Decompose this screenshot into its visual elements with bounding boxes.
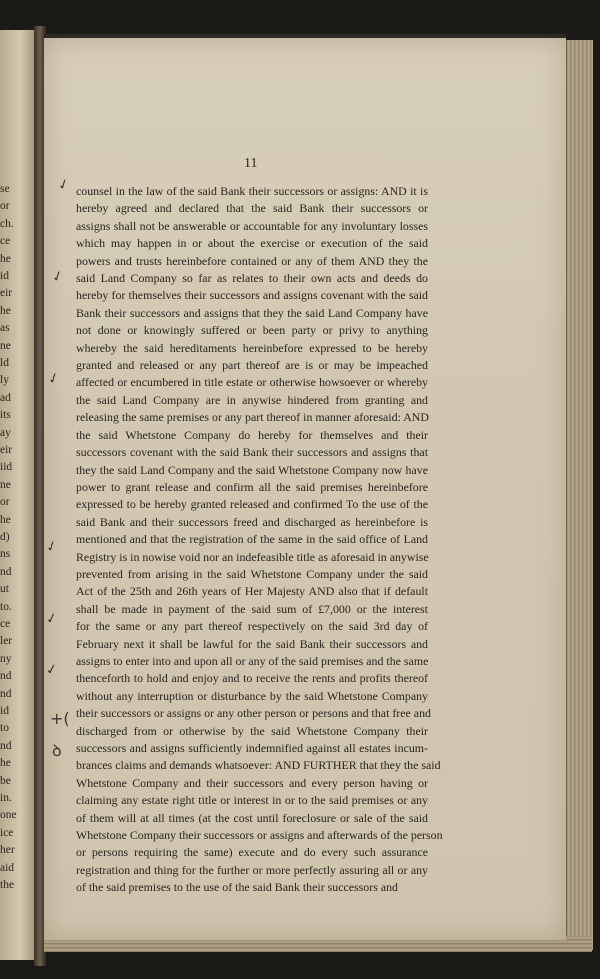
text-line: whereby the said hereditaments hereinbefore expressed to be hereby: [76, 340, 428, 355]
text-line: of them will at all times (at the cost until foreclosure or sale of the said: [76, 810, 428, 825]
text-line: said Land Company so far as relates to their own acts and deeds do: [76, 271, 428, 286]
text-line: for the same or any part thereof respectively on the said 3rd day of: [76, 619, 428, 634]
pencil-checkmark-icon: ✓: [49, 267, 67, 287]
facing-page-fragment: ad: [0, 391, 11, 404]
facing-page-fragment: ne: [0, 478, 11, 491]
facing-page-fragment: aid: [0, 861, 15, 874]
pencil-scribble-icon: ꝺ: [52, 741, 62, 760]
text-line: counsel in the law of the said Bank their successors or assigns: AND it is: [76, 184, 428, 198]
facing-page-fragment: ne: [0, 339, 11, 352]
text-line: powers and trusts hereinbefore contained or any of them AND they the: [76, 253, 428, 268]
facing-page-fragment: d): [0, 531, 10, 543]
facing-page-fragment: ny: [0, 652, 12, 665]
facing-page-fragment: id: [0, 705, 9, 717]
text-line: successors covenant with the said Bank their successors and assigns that: [76, 445, 428, 460]
facing-page-fragment: nd: [0, 739, 12, 752]
text-line: mentioned and that the registration of the same in the said office of Land: [76, 532, 428, 547]
facing-page-fragment: ce: [0, 235, 11, 248]
text-line: hereby for themselves their successors and assigns covenant with the said: [76, 288, 428, 303]
facing-page-fragment: one: [0, 809, 17, 822]
deed-body-text: [76, 183, 443, 897]
facing-page-fragment: her: [0, 844, 15, 857]
facing-page-fragment: ler: [0, 635, 13, 648]
facing-page-fragment: ns: [0, 548, 11, 561]
text-line: Act of the 25th and 26th years of Her Majesty AND also that if default: [76, 584, 428, 599]
pencil-checkmark-icon: ✓: [55, 175, 73, 195]
facing-page-fragment: ch.: [0, 217, 14, 230]
text-line: expressed to be hereby granted released and confirmed To the use of the: [76, 497, 428, 512]
text-line: the said Whetstone Company do hereby for themselves and their: [76, 427, 428, 442]
facing-page-fragment: be: [0, 774, 11, 787]
text-line: Bank their successors and assigns that they the said Land Company have: [76, 305, 428, 320]
facing-page-fragment: ly: [0, 374, 9, 387]
facing-page-fragment: eir: [0, 444, 13, 456]
facing-page-fragment: iid: [0, 461, 13, 474]
text-line: or persons requiring the same) execute and do every such assurance: [76, 845, 428, 860]
text-line: February next it shall be lawful for the said Bank their successors and: [76, 636, 428, 651]
text-line: not done or knowingly suffered or been party or privy to anything: [76, 323, 428, 338]
facing-page-fragment: as: [0, 322, 10, 335]
facing-page-fragment: ice: [0, 826, 14, 839]
pencil-cross-mark-icon: +(: [50, 709, 70, 728]
text-line: discharged from or otherwise by the said Whetstone Company their: [76, 723, 428, 738]
facing-page-fragment: to.: [0, 600, 12, 613]
text-line: releasing the same premises or any part thereof in manner aforesaid: AND: [76, 410, 429, 425]
facing-page-fragment: ut: [0, 583, 9, 596]
text-line: Registry is in nowise void nor an indefeasible title as aforesaid in anywise: [76, 549, 429, 564]
pencil-checkmark-icon: ✓: [43, 537, 61, 557]
text-line: granted and released or any part thereof are is or may be impeached: [76, 358, 428, 373]
facing-page-fragment: nd: [0, 670, 12, 683]
text-line: shall be made in payment of the said sum of £7,000 or the interest: [76, 601, 428, 616]
text-line: Whetstone Company and their successors and every person having or: [76, 775, 428, 790]
text-line: successors and assigns sufficiently indemnified against all estates incum-: [76, 741, 428, 755]
text-line: affected or encumbered in title estate or otherwise howsoever or whereby: [76, 375, 428, 390]
text-line: without any interruption or disturbance by the said Whetstone Company: [76, 688, 428, 703]
facing-page-fragment: id: [0, 270, 9, 282]
facing-page-fragment: ce: [0, 618, 11, 630]
facing-page-fragment: in.: [0, 792, 12, 804]
text-line: brances claims and demands whatsoever: AND FURTHER that they the said: [76, 758, 441, 773]
facing-page-fragment: he: [0, 252, 11, 265]
facing-page-fragment: he: [0, 757, 11, 770]
facing-page-fragment: ld: [0, 357, 9, 369]
facing-page-fragment: nd: [0, 565, 12, 578]
text-line: the said Land Company are in anywise hindered from granting and: [76, 392, 428, 407]
pencil-checkmark-icon: ✓: [45, 369, 63, 389]
facing-page-fragment: the: [0, 879, 15, 891]
page-stack-edge-right: [566, 40, 593, 950]
pencil-checkmark-icon: ✓: [44, 609, 60, 629]
text-line: power to grant release and confirm all the said premises hereinbefore: [76, 479, 428, 494]
facing-page-fragment: nd: [0, 687, 12, 700]
text-line: assigns to enter into and upon all or any of the said premises and the same: [76, 653, 429, 668]
text-line: they the said Land Company and the said Whetstone Company now have: [76, 462, 428, 477]
facing-page-fragment: or: [0, 496, 10, 509]
text-line: claiming any estate right title or interest in or to the said premises or any: [76, 793, 428, 808]
text-line: prevented from arising in the said Whetstone Company under the said: [76, 566, 428, 581]
text-line: their successors or assigns or any other person or persons and that free and: [76, 706, 431, 721]
text-line: registration and thing for the further or more perfectly assuring all or any: [76, 862, 428, 877]
text-line: thenceforth to hold and enjoy and to receive the rents and profits thereof: [76, 671, 428, 686]
text-line: assigns shall not be answerable or accountable for any involuntary losses: [76, 218, 428, 233]
pencil-checkmark-icon: ✓: [44, 661, 60, 679]
facing-page-fragment: or: [0, 200, 10, 213]
text-line: which may happen in or about the exercise or execution of the said: [76, 236, 428, 251]
facing-page-fragment: to: [0, 722, 9, 735]
page-number: 11: [244, 156, 258, 171]
text-line: said Bank and their successors freed and discharged as hereinbefore is: [76, 514, 428, 529]
facing-page-fragment: eir: [0, 287, 13, 300]
facing-page-fragment: its: [0, 409, 11, 422]
text-line: Whetstone Company their successors or assigns and afterwards of the person: [76, 828, 443, 843]
text-line: hereby agreed and declared that the said Bank their successors or: [76, 201, 428, 216]
facing-page-fragment: ay: [0, 426, 11, 439]
facing-page-fragment: he: [0, 304, 11, 317]
text-line: of the said premises to the use of the said Bank their successors and: [76, 880, 398, 895]
facing-page-fragment: se: [0, 183, 10, 195]
facing-page-edge: [0, 30, 36, 960]
facing-page-fragment: he: [0, 513, 11, 526]
